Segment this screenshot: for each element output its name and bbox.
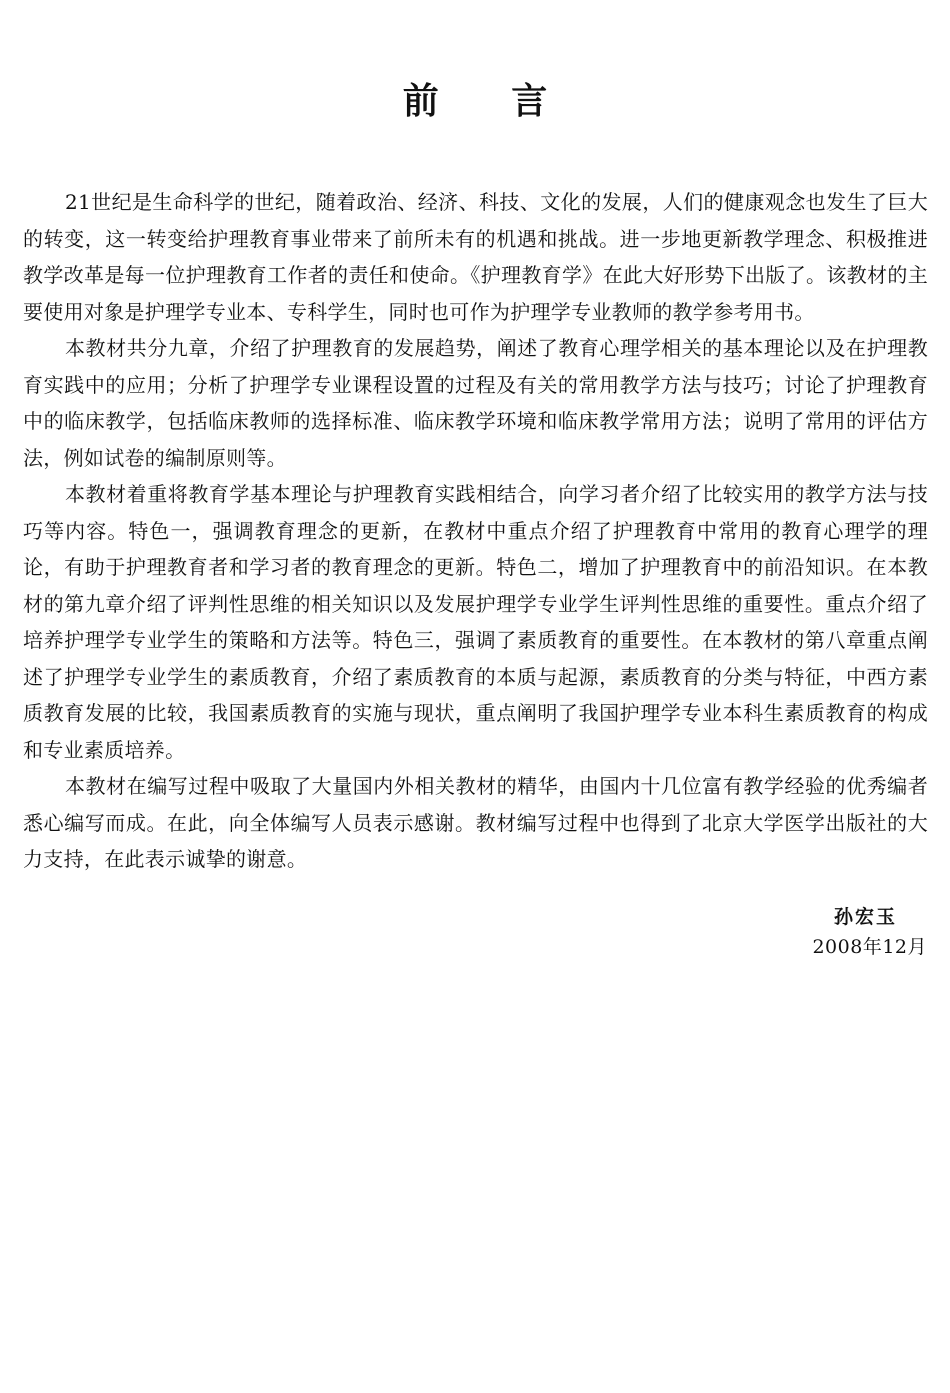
paragraph-3: 本教材着重将教育学基本理论与护理教育实践相结合，向学习者介绍了比较实用的教学方法与技巧等内容。特色一，强调教育理念的更新，在教材中重点介绍了护理教育中常用的教育心理学的理论，有助于护理教育者和学习者的教育理念的更新。特色二，增加了护理教育中的前沿知识。在本教材的第九章介绍了评判性思维的相关知识以及发展护理学专业学生评判性思维的重要性。重点介绍了培养护理学专业学生的策略和方法等。特色三，强调了素质教育的重要性。在本教材的第八章重点阐述了护理学专业学生的素质教育，介绍了素质教育的本质与起源，素质教育的分类与特征，中西方素质教育发展的比较，我国素质教育的实施与现状，重点阐明了我国护理学专业本科生素质教育的构成和专业素质培养。 xyxy=(23,482,928,762)
paragraph-2: 本教材共分九章，介绍了护理教育的发展趋势，阐述了教育心理学相关的基本理论以及在护理教育实践中的应用；分析了护理学专业课程设置的过程及有关的常用教学方法与技巧；讨论了护理教育中的临床教学，包括临床教师的选择标准、临床教学环境和临床教学常用方法；说明了常用的评估方法，例如试卷的编制原则等。 xyxy=(23,336,928,470)
paragraph-1: 21世纪是生命科学的世纪，随着政治、经济、科技、文化的发展，人们的健康观念也发生了巨大的转变，这一转变给护理教育事业带来了前所未有的机遇和挑战。进一步地更新教学理念、积极推进教学改革是每一位护理教育工作者的责任和使命。《护理教育学》在此大好形势下出版了。该教材的主要使用对象是护理学专业本、专科学生，同时也可作为护理学专业教师的教学参考用书。 xyxy=(23,190,928,324)
author-name: 孙宏玉 xyxy=(833,906,897,928)
preface-body xyxy=(23,184,928,878)
page-title: 前 言 xyxy=(402,81,578,122)
signature-date: 2008年12月 xyxy=(812,936,927,958)
paragraph-4: 本教材在编写过程中吸取了大量国内外相关教材的精华，由国内十几位富有教学经验的优秀编者悉心编写而成。在此，向全体编写人员表示感谢。教材编写过程中也得到了北京大学医学出版社的大力支持，在此表示诚挚的谢意。 xyxy=(23,774,928,871)
signature-block xyxy=(812,902,927,962)
